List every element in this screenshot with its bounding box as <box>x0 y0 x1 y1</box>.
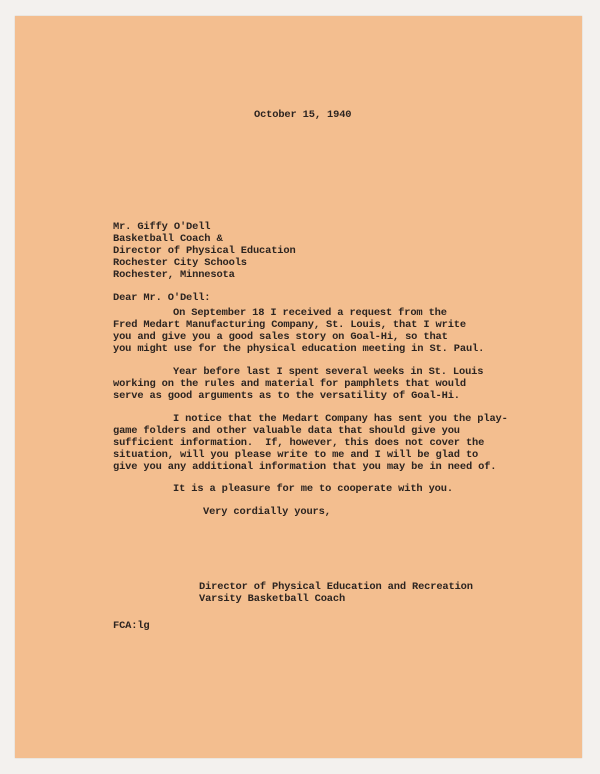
closing: Very cordially yours, <box>203 506 331 518</box>
paragraph-line: serve as good arguments as to the versatility of Goal-Hi. <box>113 390 460 402</box>
paragraph-line: you might use for the physical education meeting in St. Paul. <box>113 343 485 355</box>
typist-initials: FCA:lg <box>113 620 150 632</box>
recipient-line: Rochester City Schools <box>113 257 247 269</box>
paragraph-line: working on the rules and material for pamphlets that would <box>113 378 466 390</box>
recipient-line: Mr. Giffy O'Dell <box>113 221 211 233</box>
letter-page <box>15 16 582 758</box>
paragraph-line: Year before last I spent several weeks in St. Louis <box>173 366 484 378</box>
paragraph-line: game folders and other valuable data that should give you <box>113 425 460 437</box>
letter-date: October 15, 1940 <box>254 109 352 121</box>
paragraph-line: situation, will you please write to me and I will be glad to <box>113 449 479 461</box>
salutation: Dear Mr. O'Dell: <box>113 292 211 304</box>
paragraph-line: It is a pleasure for me to cooperate with you. <box>173 483 453 495</box>
paragraph-line: sufficient information. If, however, this does not cover the <box>113 437 485 449</box>
paragraph-line: Fred Medart Manufacturing Company, St. Louis, that I write <box>113 319 466 331</box>
signature-title-line: Varsity Basketball Coach <box>199 593 346 605</box>
recipient-line: Director of Physical Education <box>113 245 296 257</box>
paragraph-line: On September 18 I received a request from the <box>173 307 447 319</box>
paragraph-line: I notice that the Medart Company has sent you the play- <box>173 413 508 425</box>
signature-title-line: Director of Physical Education and Recreation <box>199 581 473 593</box>
recipient-line: Rochester, Minnesota <box>113 269 235 281</box>
recipient-line: Basketball Coach & <box>113 233 223 245</box>
paragraph-line: give you any additional information that you may be in need of. <box>113 461 497 473</box>
paragraph-line: you and give you a good sales story on Goal-Hi, so that <box>113 331 448 343</box>
